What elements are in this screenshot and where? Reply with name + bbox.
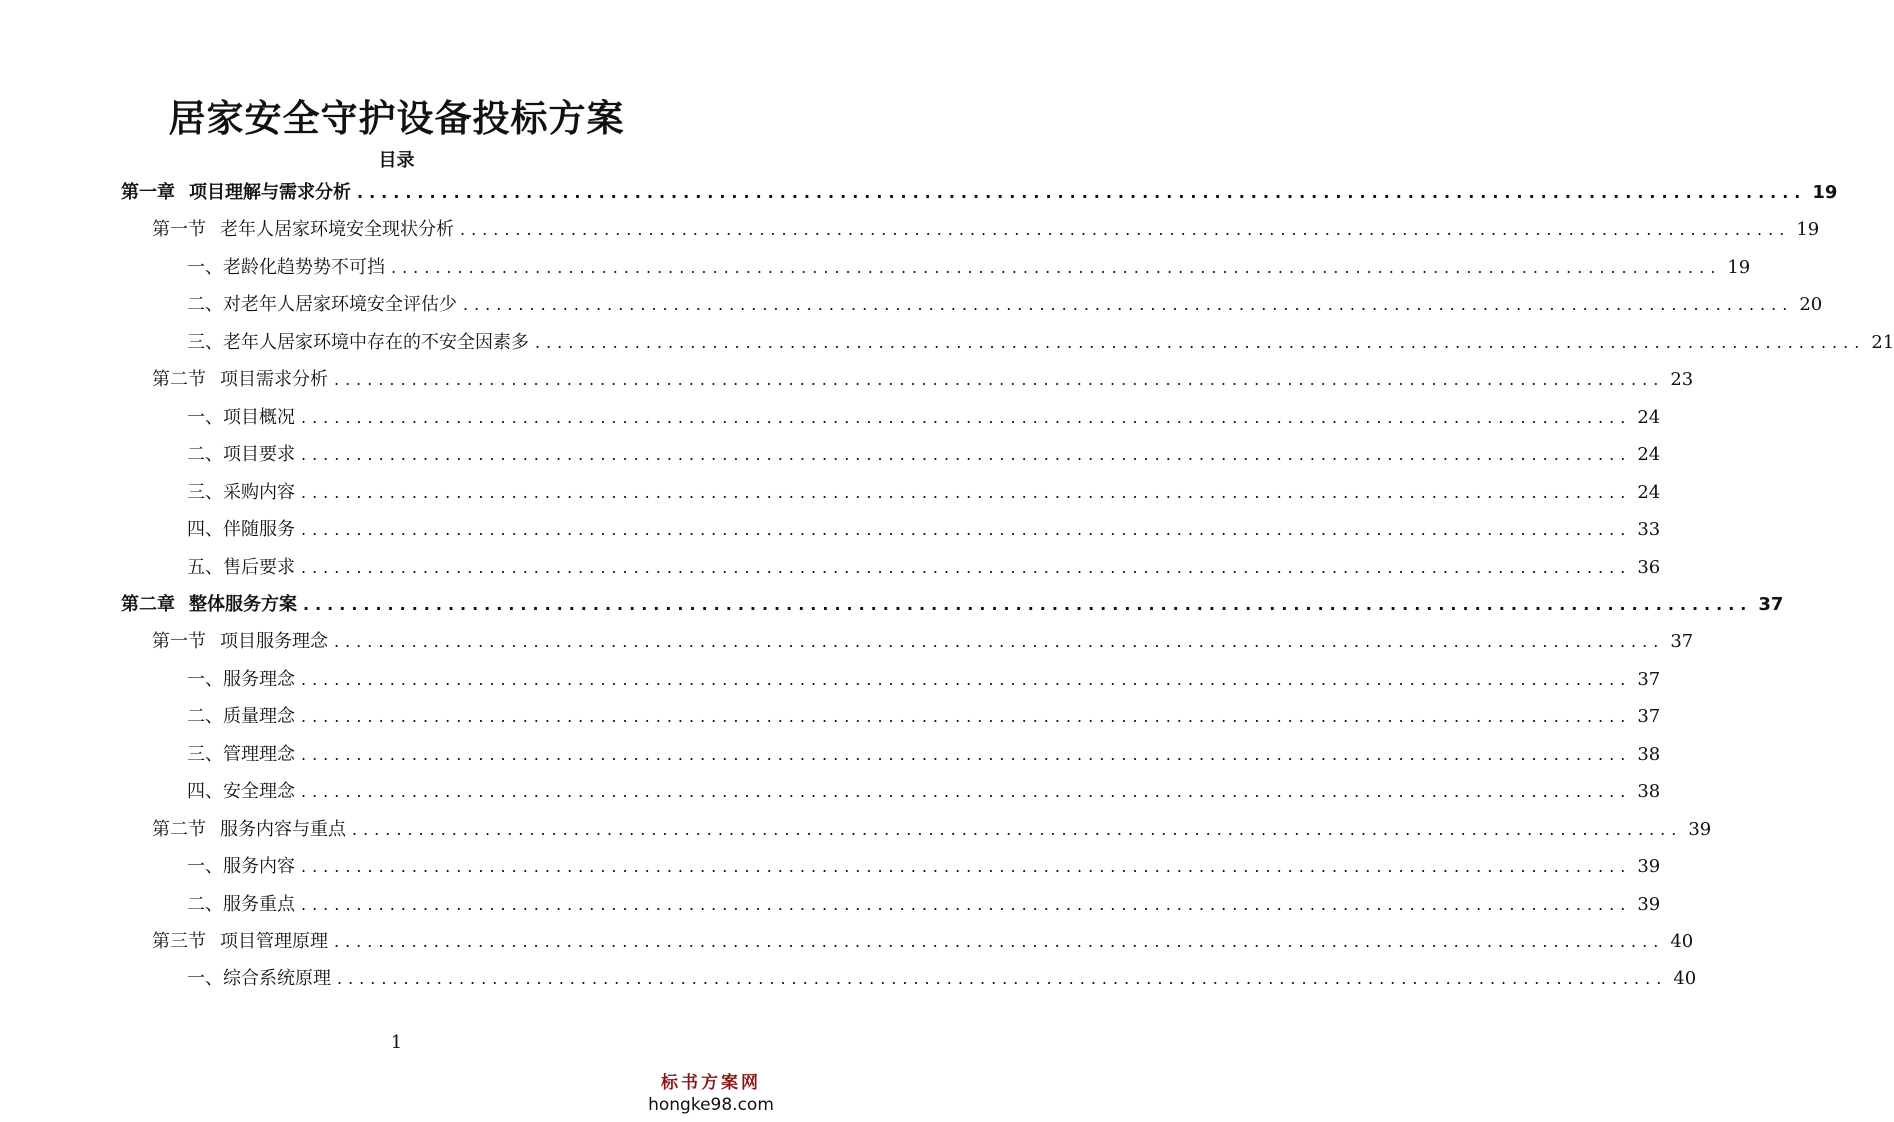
- document-title: 居家安全守护设备投标方案: [168, 97, 625, 140]
- toc-entry-item[interactable]: [187, 740, 1661, 766]
- toc-entry-title: 老年人居家环境中存在的不安全因素多: [223, 332, 529, 353]
- toc-entry-section[interactable]: [152, 627, 1694, 653]
- toc-heading: 目录: [378, 150, 415, 171]
- toc-entry-item[interactable]: [187, 964, 1697, 990]
- toc-entry-number: 三、: [187, 482, 223, 503]
- toc-entry-number: 二、: [187, 894, 223, 915]
- toc-dot-leader: ........................................................................................................................: [337, 969, 1668, 988]
- toc-entry-page: 40: [1670, 931, 1694, 952]
- toc-entry-number: 第一节: [152, 631, 206, 652]
- toc-entry-title: 项目理解与需求分析: [189, 182, 351, 203]
- toc-dot-leader: ........................................................................................................................: [301, 857, 1632, 876]
- toc-dot-leader: ........................................................................................................................: [303, 595, 1753, 614]
- toc-entry-page: 24: [1637, 482, 1661, 503]
- watermark-logo: [641, 1068, 781, 1115]
- toc-entry-number: 一、: [187, 257, 223, 278]
- toc-entry-number: 第一章: [121, 182, 175, 203]
- toc-entry-number: 一、: [187, 407, 223, 428]
- toc-entry-title: 服务重点: [223, 894, 295, 915]
- toc-entry-page: 39: [1637, 894, 1661, 915]
- toc-entry-title: 服务理念: [223, 669, 295, 690]
- toc-dot-leader: ........................................................................................................................: [357, 183, 1807, 202]
- toc-dot-leader: ........................................................................................................................: [301, 745, 1632, 764]
- toc-entry-page: 24: [1637, 444, 1661, 465]
- toc-dot-leader: ........................................................................................................................: [463, 295, 1794, 314]
- toc-entry-page: 36: [1637, 557, 1661, 578]
- toc-entry-item[interactable]: [187, 290, 1823, 316]
- toc-entry-title: 安全理念: [223, 781, 295, 802]
- toc-entry-title: 服务内容与重点: [220, 819, 346, 840]
- toc-dot-leader: ........................................................................................................................: [301, 520, 1632, 539]
- toc-entry-title: 项目服务理念: [220, 631, 328, 652]
- toc-entry-page: 40: [1673, 968, 1697, 989]
- toc-entry-title: 综合系统原理: [223, 968, 331, 989]
- toc-entry-number: 第一节: [152, 219, 206, 240]
- toc-entry-page: 37: [1637, 706, 1661, 727]
- toc-entry-page: 37: [1758, 594, 1784, 615]
- toc-entry-item[interactable]: [187, 515, 1661, 541]
- toc-entry-number: 四、: [187, 781, 223, 802]
- toc-entry-title: 项目管理原理: [220, 931, 328, 952]
- toc-entry-number: 一、: [187, 856, 223, 877]
- toc-dot-leader: ........................................................................................................................: [301, 895, 1632, 914]
- toc-entry-item[interactable]: [187, 478, 1661, 504]
- toc-dot-leader: ........................................................................................................................: [352, 820, 1683, 839]
- toc-entry-number: 二、: [187, 706, 223, 727]
- toc-entry-title: 管理理念: [223, 744, 295, 765]
- toc-entry-page: 24: [1637, 407, 1661, 428]
- toc-entry-item[interactable]: [187, 852, 1661, 878]
- toc-entry-section[interactable]: [152, 815, 1712, 841]
- toc-dot-leader: ........................................................................................................................: [301, 445, 1632, 464]
- toc-entry-item[interactable]: [187, 440, 1661, 466]
- toc-entry-number: 五、: [187, 557, 223, 578]
- page-number: 1: [390, 1032, 403, 1053]
- toc-entry-title: 质量理念: [223, 706, 295, 727]
- toc-entry-chapter[interactable]: [121, 590, 1784, 616]
- toc-entry-section[interactable]: [152, 215, 1820, 241]
- toc-entry-title: 售后要求: [223, 557, 295, 578]
- toc-entry-page: 19: [1727, 257, 1751, 278]
- toc-entry-title: 整体服务方案: [189, 594, 297, 615]
- toc-entry-title: 项目概况: [223, 407, 295, 428]
- toc-entry-item[interactable]: [187, 890, 1661, 916]
- toc-entry-page: 21: [1871, 332, 1894, 353]
- toc-entry-chapter[interactable]: [121, 178, 1838, 204]
- toc-entry-section[interactable]: [152, 365, 1694, 391]
- toc-dot-leader: ........................................................................................................................: [301, 670, 1632, 689]
- toc-entry-item[interactable]: [187, 553, 1661, 579]
- toc-dot-leader: ........................................................................................................................: [301, 558, 1632, 577]
- toc-entry-page: 33: [1637, 519, 1661, 540]
- toc-entry-page: 38: [1637, 744, 1661, 765]
- toc-entry-title: 服务内容: [223, 856, 295, 877]
- toc-entry-item[interactable]: [187, 253, 1751, 279]
- toc-entry-number: 第二章: [121, 594, 175, 615]
- toc-entry-title: 对老年人居家环境安全评估少: [223, 294, 457, 315]
- toc-entry-page: 23: [1670, 369, 1694, 390]
- toc-dot-leader: ........................................................................................................................: [301, 782, 1632, 801]
- toc-entry-number: 三、: [187, 332, 223, 353]
- toc-entry-page: 19: [1812, 182, 1838, 203]
- toc-entry-number: 三、: [187, 744, 223, 765]
- toc-dot-leader: ........................................................................................................................: [334, 370, 1665, 389]
- toc-entry-title: 项目要求: [223, 444, 295, 465]
- toc-dot-leader: ........................................................................................................................: [334, 632, 1665, 651]
- toc-entry-page: 39: [1637, 856, 1661, 877]
- toc-entry-number: 第二节: [152, 819, 206, 840]
- toc-entry-item[interactable]: [187, 403, 1661, 429]
- toc-entry-number: 一、: [187, 968, 223, 989]
- toc-entry-number: 四、: [187, 519, 223, 540]
- toc-entry-title: 采购内容: [223, 482, 295, 503]
- watermark-url: hongke98.com: [648, 1095, 774, 1115]
- toc-dot-leader: ........................................................................................................................: [301, 483, 1632, 502]
- toc-entry-title: 项目需求分析: [220, 369, 328, 390]
- toc-entry-page: 37: [1637, 669, 1661, 690]
- toc-entry-title: 老龄化趋势势不可挡: [223, 257, 385, 278]
- toc-entry-number: 二、: [187, 444, 223, 465]
- toc-entry-title: 伴随服务: [223, 519, 295, 540]
- toc-dot-leader: ........................................................................................................................: [334, 932, 1665, 951]
- toc-entry-item[interactable]: [187, 328, 1894, 354]
- toc-entry-item[interactable]: [187, 702, 1661, 728]
- toc-dot-leader: ........................................................................................................................: [301, 707, 1632, 726]
- toc-dot-leader: ........................................................................................................................: [460, 220, 1791, 239]
- toc-entry-section[interactable]: [152, 927, 1694, 953]
- toc-dot-leader: ........................................................................................................................: [391, 258, 1722, 277]
- toc-entry-item[interactable]: [187, 665, 1661, 691]
- toc-entry-title: 老年人居家环境安全现状分析: [220, 219, 454, 240]
- toc-entry-number: 第二节: [152, 369, 206, 390]
- toc-dot-leader: ........................................................................................................................: [301, 408, 1632, 427]
- toc-entry-number: 二、: [187, 294, 223, 315]
- toc-entry-page: 37: [1670, 631, 1694, 652]
- toc-entry-number: 第三节: [152, 931, 206, 952]
- toc-entry-number: 一、: [187, 669, 223, 690]
- watermark-name: 标书方案网: [661, 1073, 761, 1093]
- toc-entry-page: 39: [1688, 819, 1712, 840]
- toc-entry-page: 19: [1796, 219, 1820, 240]
- toc-entry-page: 20: [1799, 294, 1823, 315]
- toc-dot-leader: ........................................................................................................................: [535, 333, 1866, 352]
- toc-entry-page: 38: [1637, 781, 1661, 802]
- toc-entry-item[interactable]: [187, 777, 1661, 803]
